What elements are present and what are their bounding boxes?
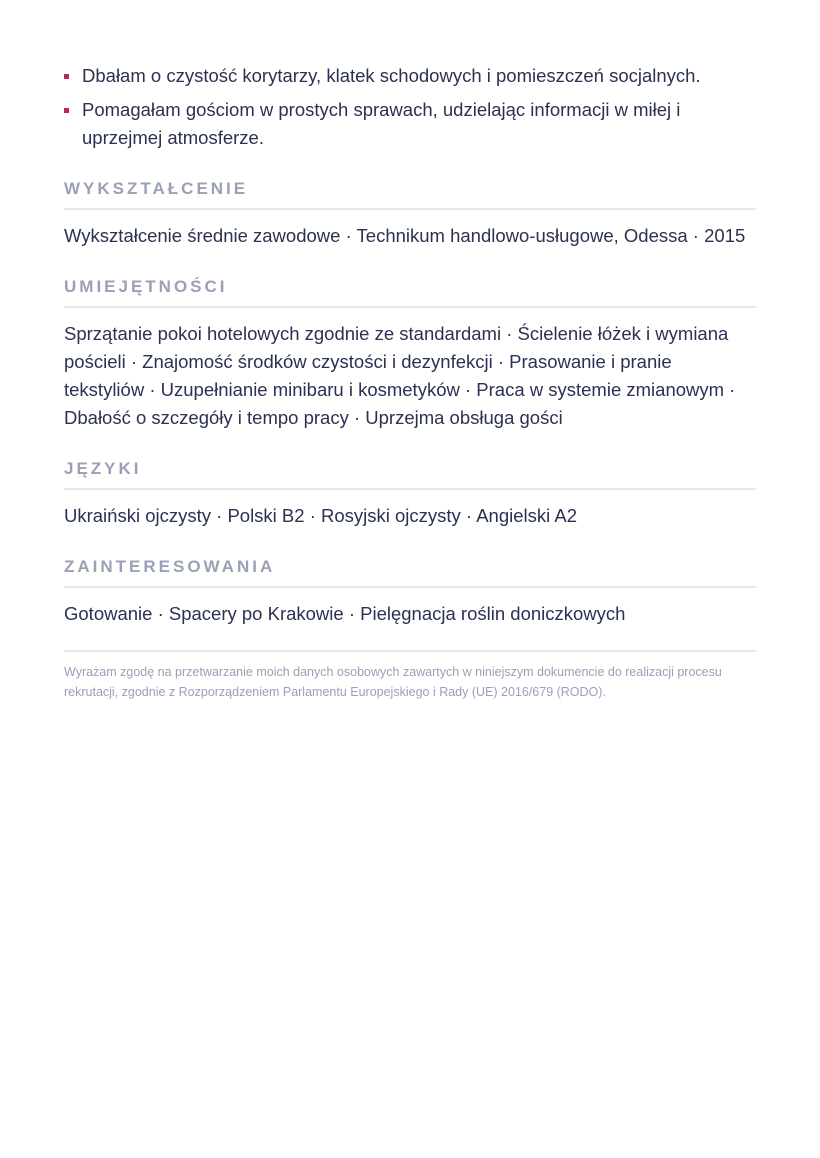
experience-bullet-list <box>64 62 756 152</box>
experience-bullet <box>64 62 756 90</box>
experience-bullet <box>64 96 756 152</box>
education-section <box>64 178 756 250</box>
education-heading: WYKSZTAŁCENIE <box>64 178 756 210</box>
interests-heading: ZAINTERESOWANIA <box>64 556 756 588</box>
experience-bullet-text: Dbałam o czystość korytarzy, klatek schodowych i pomieszczeń socjalnych. <box>82 65 701 86</box>
bullet-square-icon <box>64 108 69 113</box>
languages-heading: JĘZYKI <box>64 458 756 490</box>
experience-bullet-text: Pomagałam gościom w prostych sprawach, udzielając informacji w miłej i uprzejmej atmosferze. <box>82 99 681 148</box>
interests-section <box>64 556 756 628</box>
resume-page <box>64 62 756 702</box>
interests-text: Gotowanie · Spacery po Krakowie · Pielęgnacja roślin doniczkowych <box>64 603 626 624</box>
gdpr-consent-clause: Wyrażam zgodę na przetwarzanie moich danych osobowych zawartych w niniejszym dokumencie do realizacji procesu rekrutacji, zgodnie z Rozporządzeniem Parlamentu Europejskiego i Rady (UE) 2016/679 (RODO). <box>64 650 756 702</box>
languages-text: Ukraiński ojczysty · Polski B2 · Rosyjski ojczysty · Angielski A2 <box>64 505 577 526</box>
languages-section <box>64 458 756 530</box>
skills-section <box>64 276 756 432</box>
bullet-square-icon <box>64 74 69 79</box>
skills-text: Sprzątanie pokoi hotelowych zgodnie ze standardami · Ścielenie łóżek i wymiana pościeli · Znajomość środków czystości i dezynfekcji · Prasowanie i pranie tekstyliów · Uzupełnianie minibaru i kosmetyków · Praca w systemie zmianowym · Dbałość o szczegóły i tempo pracy · Uprzejma obsługa gości <box>64 323 736 428</box>
skills-heading: UMIEJĘTNOŚCI <box>64 276 756 308</box>
education-text: Wykształcenie średnie zawodowe · Technikum handlowo-usługowe, Odessa · 2015 <box>64 225 746 246</box>
